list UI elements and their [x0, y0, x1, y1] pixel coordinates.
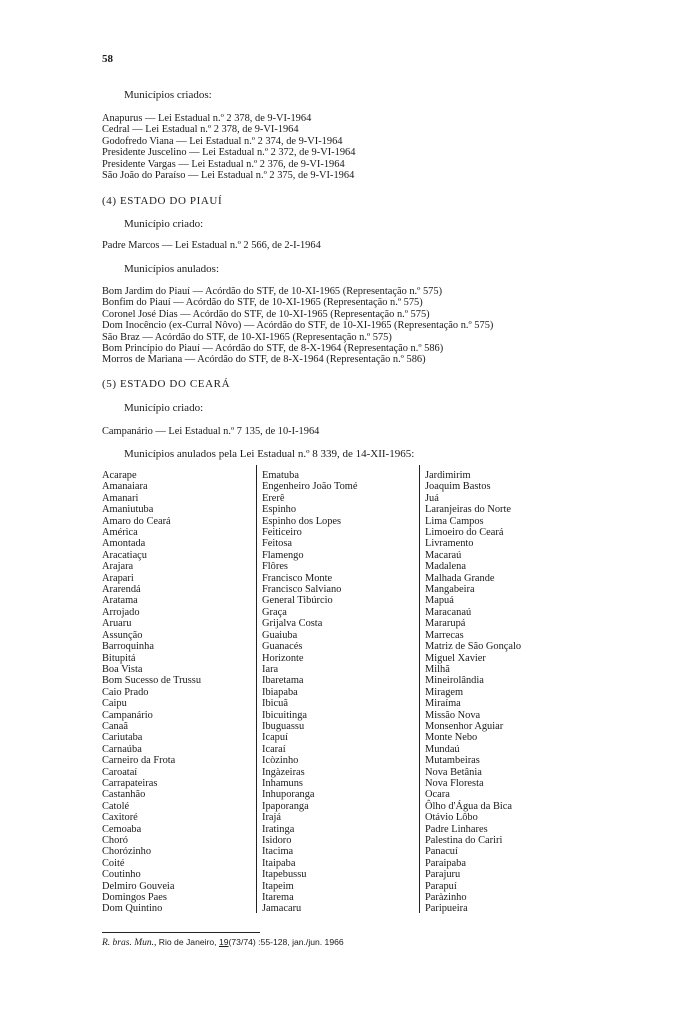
list-item: Padre Linhares	[425, 823, 488, 835]
list-item: Nova Floresta	[425, 777, 484, 789]
sec3-created-list	[102, 113, 355, 181]
sec4-annulled-label: Municípios anulados:	[124, 263, 220, 275]
list-item: Irajá	[262, 812, 282, 824]
list-item: Canaã	[102, 720, 128, 732]
list-item: Cedral — Lei Estadual n.º 2 378, de 9-VI-1964	[102, 124, 299, 136]
footer-rule	[102, 932, 260, 933]
list-item: Macaraú	[425, 549, 462, 561]
list-item: Godofredo Viana — Lei Estadual n.º 2 374, de 9-VI-1964	[102, 135, 343, 147]
list-item: Ôlho d'Água da Bica	[425, 800, 512, 812]
list-item: Arajara	[102, 561, 134, 573]
list-item: Coité	[102, 857, 125, 869]
list-item: Miragem	[425, 686, 464, 698]
list-item: Amanari	[102, 492, 139, 504]
list-item: Carnaúba	[102, 743, 142, 755]
list-item: Cemoaba	[102, 823, 142, 835]
list-item: Itarema	[262, 892, 294, 904]
list-item: Bitupitá	[102, 652, 136, 664]
list-item: Assunção	[102, 629, 143, 641]
list-item: Laranjeiras do Norte	[425, 504, 511, 516]
list-item: Matriz de São Gonçalo	[425, 641, 522, 653]
list-item: Icòzinho	[262, 755, 299, 767]
list-item: Panacuí	[425, 846, 458, 858]
list-item: Ingàzeiras	[262, 766, 305, 778]
footer-volume: 19	[218, 937, 229, 947]
list-item: Paràzinho	[425, 892, 467, 904]
list-item: Ibuguassu	[262, 720, 305, 732]
list-item: Icapuí	[262, 732, 288, 744]
sec4-created-label: Município criado:	[124, 218, 204, 230]
list-item: Parapuí	[425, 880, 457, 892]
list-item: Inhuporanga	[262, 789, 315, 801]
list-item: Amaniutuba	[102, 504, 154, 516]
list-item: Itaipaba	[262, 857, 296, 869]
list-item: Morros de Mariana — Acórdão do STF, de 8-X-1964 (Representação n.º 586)	[102, 354, 426, 366]
list-item: Bom Jardim do Piauí — Acórdão do STF, de 10-XI-1965 (Representação n.º 575)	[102, 286, 443, 297]
list-item: Catolé	[102, 800, 130, 812]
section-heading-ceara: (5) ESTADO DO CEARÁ	[102, 378, 231, 390]
list-item: Engenheiro João Tomé	[262, 481, 358, 493]
list-item: Grijalva Costa	[262, 618, 323, 630]
list-item: Arapari	[102, 572, 134, 584]
list-item: Itacima	[262, 846, 294, 858]
list-item: Castanhão	[102, 789, 146, 801]
list-item: Aracatiaçu	[102, 549, 147, 561]
list-item: Parajuru	[425, 869, 461, 881]
list-item: Flamengo	[262, 549, 304, 561]
list-item: Mapuá	[425, 595, 454, 607]
list-item: Paripueira	[425, 903, 468, 915]
footer-citation	[102, 937, 344, 949]
list-item: Ematuba	[262, 470, 299, 481]
list-item: Caxitoré	[102, 812, 138, 824]
list-item: Mineirolândia	[425, 675, 484, 687]
list-item: Iara	[262, 663, 279, 675]
sec4-annulled-list	[102, 286, 493, 366]
list-item: Caipu	[102, 698, 127, 710]
list-item: Juá	[425, 492, 439, 504]
list-item: Francisco Monte	[262, 572, 333, 584]
list-item: São João do Paraíso — Lei Estadual n.º 2 375, de 9-VI-1964	[102, 170, 355, 182]
list-item: Ararendá	[102, 584, 141, 596]
list-item: Mararupá	[425, 618, 466, 630]
footer-place: Rio de Janeiro,	[158, 937, 217, 947]
sec3-created-label: Municípios criados:	[124, 89, 212, 101]
list-item: Horizonte	[262, 652, 304, 664]
list-item: Inhamuns	[262, 777, 303, 789]
list-item: Madalena	[425, 561, 466, 573]
list-item: Guaiuba	[262, 629, 298, 641]
list-item: Domingos Paes	[102, 892, 167, 904]
list-item: Coutinho	[102, 869, 141, 881]
list-item: Palestina do Cariri	[425, 835, 503, 846]
list-item: Barroquinha	[102, 641, 154, 653]
list-item: Monsenhor Aguiar	[425, 720, 504, 732]
list-item: Ererê	[262, 492, 285, 504]
column-divider	[256, 465, 257, 913]
list-item: Aratama	[102, 595, 138, 607]
sec5-annulled-label: Municípios anulados pela Lei Estadual n.º 8 339, de 14-XII-1965:	[124, 448, 415, 460]
list-item: Anapurus — Lei Estadual n.º 2 378, de 9-VI-1964	[102, 113, 312, 124]
list-item: Choró	[102, 835, 128, 846]
list-item: Boa Vista	[102, 663, 143, 675]
list-item: Presidente Juscelino — Lei Estadual n.º 2 372, de 9-VI-1964	[102, 147, 356, 159]
municipality-column-3	[425, 470, 521, 915]
list-item: Delmiro Gouveia	[102, 880, 175, 892]
municipality-column-2	[262, 470, 357, 915]
list-item: Marrecas	[425, 629, 464, 641]
list-item: Campanário	[102, 709, 153, 721]
list-item: Amanaiara	[102, 481, 148, 493]
list-item: Caroataí	[102, 766, 138, 778]
list-item: Amaro do Ceará	[102, 515, 171, 527]
list-item: Espinho dos Lopes	[262, 515, 342, 527]
list-item: Iratinga	[262, 823, 295, 835]
sec5-created-item: Campanário — Lei Estadual n.º 7 135, de 10-I-1964	[102, 426, 320, 437]
page-number: 58	[102, 53, 113, 65]
list-item: Joaquim Bastos	[425, 481, 491, 493]
municipality-column-1	[102, 470, 201, 915]
list-item: Monte Nebo	[425, 732, 478, 744]
footer-journal: R. bras. Mun.,	[102, 938, 157, 948]
list-item: Aruaru	[102, 618, 132, 630]
list-item: Arrojado	[102, 606, 140, 618]
list-item: Bom Princípio do Piauí — Acórdão do STF, de 8-X-1964 (Representação n.º 586)	[102, 343, 444, 355]
list-item: Cariutaba	[102, 732, 143, 744]
list-item: Feiticeiro	[262, 527, 302, 539]
list-item: Otávio Lôbo	[425, 812, 478, 824]
list-item: Caio Prado	[102, 686, 149, 698]
list-item: Livramento	[425, 538, 474, 550]
footer-issue: (73/74) :55-128, jan./jun. 1966	[228, 937, 344, 947]
list-item: Acarape	[102, 470, 137, 481]
sec4-created-item: Padre Marcos — Lei Estadual n.º 2 566, de 2-I-1964	[102, 240, 321, 251]
list-item: São Braz — Acórdão do STF, de 10-XI-1965 (Representação n.º 575)	[102, 331, 392, 343]
list-item: Feitosa	[262, 538, 293, 550]
list-item: Missão Nova	[425, 709, 481, 721]
list-item: Ocara	[425, 789, 450, 801]
list-item: Ibiapaba	[262, 686, 298, 698]
list-item: Carrapateiras	[102, 777, 158, 789]
section-heading-piaui: (4) ESTADO DO PIAUÍ	[102, 195, 223, 207]
list-item: Ipaporanga	[262, 800, 309, 812]
list-item: Bonfim do Piauí — Acórdão do STF, de 10-XI-1965 (Representação n.º 575)	[102, 297, 423, 309]
list-item: Francisco Salviano	[262, 584, 342, 596]
list-item: Flôres	[262, 561, 288, 573]
list-item: Itapeim	[262, 880, 294, 892]
list-item: Miguel Xavier	[425, 652, 486, 664]
list-item: Ibicuitinga	[262, 709, 308, 721]
list-item: Ibaretama	[262, 675, 304, 687]
sec5-created-label: Município criado:	[124, 402, 204, 414]
list-item: Milhã	[425, 663, 450, 675]
list-item: Icaraí	[262, 743, 286, 755]
list-item: Mundaú	[425, 743, 460, 755]
list-item: Miraíma	[425, 698, 461, 710]
column-divider	[419, 465, 420, 913]
list-item: General Tibúrcio	[262, 595, 333, 607]
list-item: Nova Betânia	[425, 766, 482, 778]
list-item: Presidente Vargas — Lei Estadual n.º 2 376, de 9-VI-1964	[102, 158, 345, 170]
list-item: Amontada	[102, 538, 146, 550]
list-item: Limoeiro do Ceará	[425, 527, 504, 539]
list-item: Malhada Grande	[425, 572, 495, 584]
list-item: Carneiro da Frota	[102, 755, 176, 767]
list-item: Graça	[262, 606, 287, 618]
list-item: Espinho	[262, 504, 297, 516]
list-item: Bom Sucesso de Trussu	[102, 675, 202, 687]
list-item: Ibicuã	[262, 698, 288, 710]
list-item: Itapebussu	[262, 869, 307, 881]
list-item: Maracanaú	[425, 606, 472, 618]
list-item: Coronel José Dias — Acórdão do STF, de 10-XI-1965 (Representação n.º 575)	[102, 308, 430, 320]
list-item: Lima Campos	[425, 515, 484, 527]
list-item: Dom Inocêncio (ex-Curral Nôvo) — Acórdão do STF, de 10-XI-1965 (Representação n.º 575)	[102, 320, 494, 332]
list-item: Isidoro	[262, 835, 292, 846]
list-item: Jamacaru	[262, 903, 302, 915]
list-item: América	[102, 527, 138, 539]
list-item: Mutambeiras	[425, 755, 480, 767]
list-item: Mangabeira	[425, 584, 475, 596]
list-item: Jardimirim	[425, 470, 471, 481]
list-item: Dom Quintino	[102, 903, 163, 915]
list-item: Chorózinho	[102, 846, 152, 858]
list-item: Guanacés	[262, 641, 303, 653]
list-item: Paraipaba	[425, 857, 466, 869]
